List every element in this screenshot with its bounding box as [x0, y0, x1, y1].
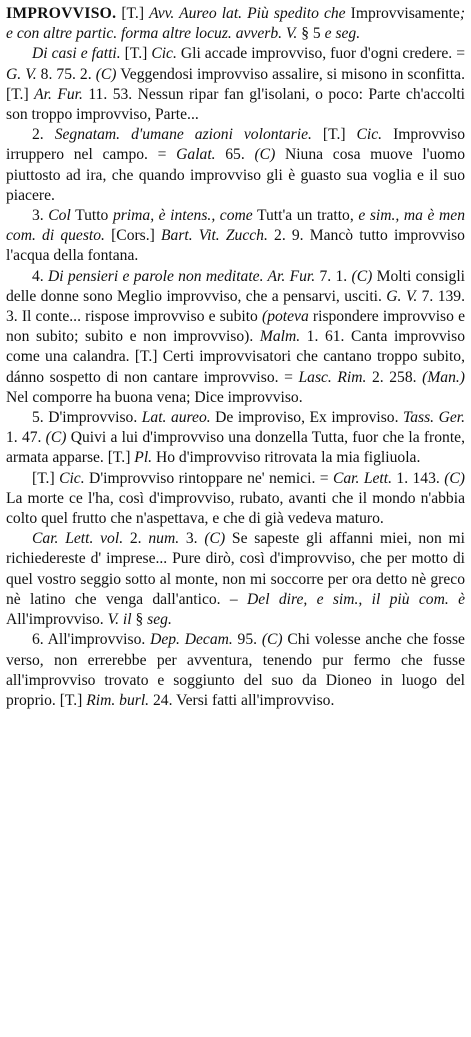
entry-text-run: 7. 1.: [315, 267, 352, 285]
entry-text-run: Cic.: [356, 126, 383, 144]
entry-text-run: Segnatam. d'umane azioni volontarie.: [54, 126, 312, 144]
entry-text-run: [Cors.]: [104, 227, 161, 245]
entry-text-run: Pl.: [134, 449, 153, 467]
entry-text-run: G. V.: [6, 65, 37, 83]
entry-text-run: Quivi a lui d'improvviso una donzella Tutta, fuor che la fronte, armata apparse. [T.]: [6, 429, 465, 467]
entry-text-run: Lasc. Rim.: [298, 368, 367, 386]
entry-text-run: Di pensieri e parole non meditate. Ar. Fur.: [48, 267, 316, 285]
entry-text-run: Ar. Fur.: [34, 85, 83, 103]
entry-text-run: 1. 47.: [6, 429, 46, 447]
entry-text-run: Improvviso irruppero nel campo. =: [6, 126, 465, 164]
entry-text-run: 2.: [123, 530, 149, 548]
entry-text-run: [T.]: [32, 469, 60, 487]
entry-text-run: e seg.: [324, 25, 361, 43]
entry-text-run: 95.: [232, 631, 262, 649]
entry-text-run: num.: [148, 530, 180, 548]
entry-text-run: 2.: [32, 126, 55, 144]
entry-text-run: 65.: [215, 146, 255, 164]
entry-text-run: D'improvviso rintoppare ne' nemici. =: [84, 469, 333, 487]
entry-text-run: e sim., ma è men com. di questo.: [6, 207, 466, 245]
entry-text-run: Lat. aureo.: [141, 409, 211, 427]
entry-text-run: 8. 75. 2.: [36, 65, 96, 83]
entry-text-run: [T.]: [116, 5, 150, 22]
entry-text-run: (Man.): [422, 368, 465, 386]
entry-text-run: (C): [351, 267, 373, 285]
entry-text-run: [T.]: [311, 126, 357, 144]
entry-text-run: 3.: [179, 530, 205, 548]
entry-text-run: Col: [48, 207, 71, 225]
dictionary-entry: [6, 4, 465, 711]
entry-text-run: seg.: [147, 611, 172, 629]
entry-text-run: Ho d'improvviso ritrovata la mia figliuola.: [152, 449, 421, 467]
entry-text-run: prima, è intens., come: [112, 207, 253, 225]
entry-text-run: Tutto: [70, 207, 113, 225]
entry-text-run: (C): [204, 530, 226, 548]
entry-text-run: (C): [45, 429, 67, 447]
entry-text-run: Dep. Decam.: [150, 631, 233, 649]
entry-paragraph-sense-5-b: [6, 469, 465, 530]
entry-text-run: 2. 258.: [366, 368, 423, 386]
entry-text-run: Se sapeste gli affanni miei, non mi richiedereste d' imprese... Pure dirò, così d'improvviso, che per motto di quel vostro seggio sotto al monte, non mi soccorre per ora detto nè greco nè latino che venga dall'antico.: [6, 530, 465, 608]
entry-text-run: De improviso, Ex improviso.: [210, 409, 403, 427]
entry-text-run: 5. D'improvviso.: [32, 409, 142, 427]
entry-paragraph-sense-2: [6, 125, 465, 206]
entry-text-run: (poteva: [262, 308, 309, 326]
entry-text-run: Molti consigli delle donne sono Meglio improvviso, che a pensarvi, usciti.: [6, 267, 466, 305]
entry-text-run: §: [131, 611, 148, 629]
headword: IMPROVVISO.: [6, 5, 117, 22]
entry-text-run: rispondere improvviso e non subito; subito e non improvviso).: [6, 308, 465, 346]
entry-text-run: Niuna cosa muove l'uomo piuttosto ad ira, che quando improvviso gli è guasto sua voglia e il suo piacere.: [6, 146, 465, 204]
entry-text-run: Chi volesse anche che fosse verso, non errerebbe per avventura, tenendo pur fermo che fusse all'improvviso trovato e soggiunto del suo da Dioneo in luogo del proprio. [T.]: [6, 631, 465, 709]
entry-text-run: 11. 53. Nessun ripar fan gl'isolani, o poco: Parte ch'accolti son troppo improvviso, Parte...: [6, 85, 465, 124]
entry-text-run: All'improvviso.: [6, 611, 108, 629]
entry-text-run: Nel comporre ha buona vena; Dice improvviso.: [6, 388, 303, 406]
entry-text-run: Improvvisamente: [345, 5, 460, 22]
entry-text-run: 1. 143.: [391, 469, 445, 487]
entry-text-run: Malm.: [259, 328, 301, 346]
entry-text-run: 6. All'improvviso.: [32, 631, 151, 649]
entry-text-run: Cic.: [59, 469, 85, 487]
entry-paragraph-sense-3: [6, 206, 465, 267]
entry-text-run: 1. 61. Canta improvviso come una calandra. [T.] Certi improvvisatori che cantano troppo subito, dánno sospetto di non cantare improvviso. =: [6, 328, 465, 386]
entry-text-run: ; e con altre partic. forma altre locuz. avverb. V.: [6, 5, 466, 43]
entry-text-run: Galat.: [176, 146, 216, 164]
entry-text-run: Car. Lett. vol.: [32, 530, 124, 548]
entry-text-run: G. V.: [386, 287, 418, 305]
entry-text-run: (C): [444, 469, 465, 487]
entry-text-run: Cic.: [151, 45, 177, 63]
entry-text-run: Tutt'a un tratto,: [252, 207, 359, 225]
entry-text-run: Avv. Aureo lat. Più spedito che: [149, 5, 346, 22]
entry-text-run: Gli accade improvviso, fuor d'ogni credere. =: [176, 45, 465, 63]
entry-text-run: 2. 9. Mancò tutto improvviso l'acqua della fontana.: [6, 227, 465, 265]
entry-paragraph-sense-1: [6, 44, 465, 125]
entry-text-run: 24. Versi fatti all'improvviso.: [149, 691, 335, 709]
entry-text-run: 4.: [32, 267, 49, 285]
entry-paragraph-sense-4: [6, 267, 465, 408]
entry-text-run: Veggendosi improvviso assalire, si misono in sconfitta. [T.]: [6, 65, 465, 103]
entry-text-run: 3.: [32, 207, 49, 225]
entry-text-run: (C): [261, 631, 283, 649]
entry-paragraph-sense-5: [6, 408, 465, 469]
entry-text-run: Di casi e fatti.: [32, 45, 121, 63]
entry-paragraph-intro: [6, 4, 465, 44]
entry-text-run: § 5: [297, 25, 325, 43]
entry-text-run: Tass. Ger.: [402, 409, 465, 427]
entry-text-run: Car. Lett.: [332, 469, 392, 487]
entry-paragraph-sense-6: [6, 630, 465, 711]
entry-text-run: (C): [254, 146, 276, 164]
entry-text-run: 7. 139. 3. Il conte... rispose improvviso e subito: [6, 287, 465, 326]
entry-text-run: – Del dire, e sim., il più com. è: [229, 590, 465, 608]
entry-text-run: (C): [95, 65, 117, 83]
entry-paragraph-sense-5-c: [6, 529, 465, 630]
entry-text-run: V. il: [107, 611, 132, 629]
entry-text-run: La morte ce l'ha, così d'improvviso, rubato, avanti che il mondo n'abbia colto quel frutto che n'aspettava, e che di già vedeva maturo.: [6, 489, 465, 528]
entry-text-run: Bart. Vit. Zucch.: [161, 227, 268, 245]
entry-text-run: Rim. burl.: [86, 691, 150, 709]
entry-text-run: [T.]: [120, 45, 152, 63]
